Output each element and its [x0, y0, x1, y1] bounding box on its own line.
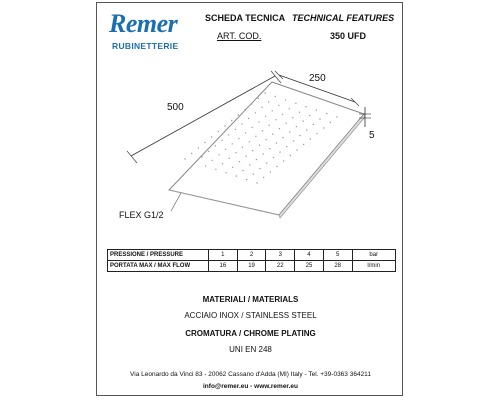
- nozzle-dot: [215, 169, 216, 170]
- nozzle-dot: [269, 148, 270, 149]
- nozzle-dot: [222, 163, 223, 164]
- table-cell: 3: [266, 250, 295, 261]
- nozzle-dot: [201, 156, 202, 157]
- nozzle-dot: [282, 137, 283, 138]
- nozzle-dot: [249, 164, 250, 165]
- nozzle-dot: [319, 118, 320, 119]
- nozzle-dot: [278, 105, 279, 106]
- nozzle-dot: [306, 129, 307, 130]
- table-cell: 28: [323, 261, 352, 272]
- nozzle-dot: [258, 121, 259, 122]
- nozzle-dot: [225, 172, 226, 173]
- nozzle-dot: [218, 131, 219, 132]
- flex-leader: [171, 193, 181, 211]
- table-cell: 25: [295, 261, 324, 272]
- nozzle-dot: [224, 125, 225, 126]
- nozzle-dot: [256, 182, 257, 183]
- nozzle-dot: [289, 108, 290, 109]
- nozzle-dot: [289, 131, 290, 132]
- table-cell: 4: [295, 250, 324, 261]
- footer-address: Via Leonardo da Vinci 83 - 20062 Cassano d'Adda (MI) Italy - Tel. +39-0363 364211: [130, 371, 371, 378]
- nozzle-dot: [235, 152, 236, 153]
- logo-wordmark: Remer: [109, 9, 178, 38]
- nozzle-dot: [276, 166, 277, 167]
- footer-web[interactable]: www.remer.eu: [254, 383, 298, 390]
- nozzle-dot: [336, 116, 337, 117]
- nozzle-dot: [261, 107, 262, 108]
- table-row: [108, 250, 396, 261]
- nozzle-dot: [290, 155, 291, 156]
- nozzle-dot: [295, 103, 296, 104]
- nozzle-dot: [262, 153, 263, 154]
- table-unit-cell: l/min: [352, 261, 395, 272]
- materials-value: ACCIAIO INOX / STAINLESS STEEL: [184, 311, 317, 320]
- nozzle-dot: [236, 175, 237, 176]
- nozzle-dot: [305, 106, 306, 107]
- nozzle-dot: [272, 110, 273, 111]
- nozzle-dot: [229, 158, 230, 159]
- nozzle-dot: [215, 145, 216, 146]
- nozzle-dot: [245, 132, 246, 133]
- technical-sheet: [96, 2, 403, 396]
- nozzle-dot: [259, 145, 260, 146]
- nozzle-dot: [316, 109, 317, 110]
- nozzle-dot: [252, 150, 253, 151]
- nozzle-dot: [212, 160, 213, 161]
- nozzle-dot: [262, 130, 263, 131]
- pressure-label: PRESSIONE / PRESSURE: [108, 250, 209, 261]
- nozzle-dot: [310, 138, 311, 139]
- nozzle-dot: [296, 149, 297, 150]
- nozzle-dot: [246, 179, 247, 180]
- nozzle-dot: [248, 118, 249, 119]
- nozzle-dot: [242, 147, 243, 148]
- nozzle-dot: [265, 116, 266, 117]
- nozzle-dot: [205, 165, 206, 166]
- nozzle-dot: [273, 157, 274, 158]
- nozzle-dot: [293, 140, 294, 141]
- footer-contacts: [97, 383, 404, 390]
- table-cell: 1: [209, 250, 238, 261]
- nozzle-dot: [232, 143, 233, 144]
- nozzle-dot: [211, 136, 212, 137]
- table-cell: 16: [209, 261, 238, 272]
- nozzle-dot: [232, 167, 233, 168]
- nozzle-dot: [244, 109, 245, 110]
- table-row: [108, 261, 396, 272]
- nozzle-dot: [264, 92, 265, 93]
- nozzle-dot: [265, 139, 266, 140]
- nozzle-dot: [313, 124, 314, 125]
- nozzle-dot: [296, 126, 297, 127]
- nozzle-dot: [286, 146, 287, 147]
- nozzle-dot: [326, 113, 327, 114]
- nozzle-dot: [208, 151, 209, 152]
- nozzle-dot: [263, 177, 264, 178]
- nozzle-dot: [259, 168, 260, 169]
- nozzle-dot: [309, 115, 310, 116]
- nozzle-dot: [218, 154, 219, 155]
- dim-thickness-label: 5: [369, 130, 375, 141]
- nozzle-dot: [268, 101, 269, 102]
- nozzle-dot: [191, 153, 192, 154]
- materials-heading: MATERIALI / MATERIALS: [202, 295, 299, 304]
- nozzle-dot: [231, 120, 232, 121]
- nozzle-dot: [228, 134, 229, 135]
- nozzle-dot: [249, 141, 250, 142]
- connection-label: FLEX G1/2: [119, 210, 164, 220]
- nozzle-dot: [198, 147, 199, 148]
- nozzle-dot: [285, 123, 286, 124]
- nozzle-dot: [275, 96, 276, 97]
- nozzle-dot: [245, 156, 246, 157]
- nozzle-dot: [253, 173, 254, 174]
- nozzle-dot: [276, 142, 277, 143]
- nozzle-dot: [184, 158, 185, 159]
- nozzle-dot: [225, 149, 226, 150]
- nozzle-dot: [238, 138, 239, 139]
- nozzle-dot: [302, 120, 303, 121]
- nozzle-dot: [316, 133, 317, 134]
- art-code-value: 350 UFD: [330, 31, 367, 41]
- nozzle-dot: [242, 170, 243, 171]
- table-cell: 19: [237, 261, 266, 272]
- nozzle-dot: [275, 119, 276, 120]
- nozzle-dot: [299, 135, 300, 136]
- nozzle-dot: [239, 161, 240, 162]
- nozzle-dot: [266, 162, 267, 163]
- art-code-label: ART. COD.: [217, 31, 262, 41]
- nozzle-dot: [238, 114, 239, 115]
- nozzle-dot: [255, 136, 256, 137]
- nozzle-dot: [292, 117, 293, 118]
- nozzle-dot: [258, 98, 259, 99]
- finish-standard: UNI EN 248: [229, 345, 272, 354]
- title-italian: SCHEDA TECNICA: [205, 13, 286, 23]
- nozzle-dot: [269, 125, 270, 126]
- nozzle-dot: [272, 134, 273, 135]
- nozzle-dot: [235, 129, 236, 130]
- finish-heading: CROMATURA / CHROME PLATING: [185, 329, 316, 338]
- nozzle-dot: [330, 122, 331, 123]
- nozzle-dot: [299, 112, 300, 113]
- nozzle-dot: [270, 171, 271, 172]
- dim-width-label: 250: [309, 73, 326, 84]
- nozzle-dot: [255, 112, 256, 113]
- logo-subtitle: RUBINETTERIE: [112, 41, 179, 51]
- title-english: TECHNICAL FEATURES: [292, 13, 395, 23]
- table-cell: 5: [323, 250, 352, 261]
- nozzle-dot: [282, 114, 283, 115]
- nozzle-dot: [323, 127, 324, 128]
- nozzle-dot: [303, 144, 304, 145]
- nozzle-dot: [221, 140, 222, 141]
- nozzle-dot: [251, 103, 252, 104]
- table-cell: 2: [237, 250, 266, 261]
- table-unit-cell: bar: [352, 250, 395, 261]
- nozzle-dot: [241, 123, 242, 124]
- nozzle-dot: [279, 128, 280, 129]
- nozzle-dot: [285, 99, 286, 100]
- nozzle-dot: [195, 162, 196, 163]
- nozzle-dot: [252, 127, 253, 128]
- nozzle-dot: [279, 151, 280, 152]
- footer-email[interactable]: info@remer.eu: [203, 383, 249, 390]
- flow-label: PORTATA MAX / MAX FLOW: [108, 261, 209, 272]
- nozzle-dot: [283, 160, 284, 161]
- footer-separator: -: [250, 383, 255, 390]
- spec-table: [107, 249, 396, 272]
- table-cell: 22: [266, 261, 295, 272]
- nozzle-dot: [204, 142, 205, 143]
- nozzle-dot: [256, 159, 257, 160]
- dim-length-label: 500: [167, 102, 184, 113]
